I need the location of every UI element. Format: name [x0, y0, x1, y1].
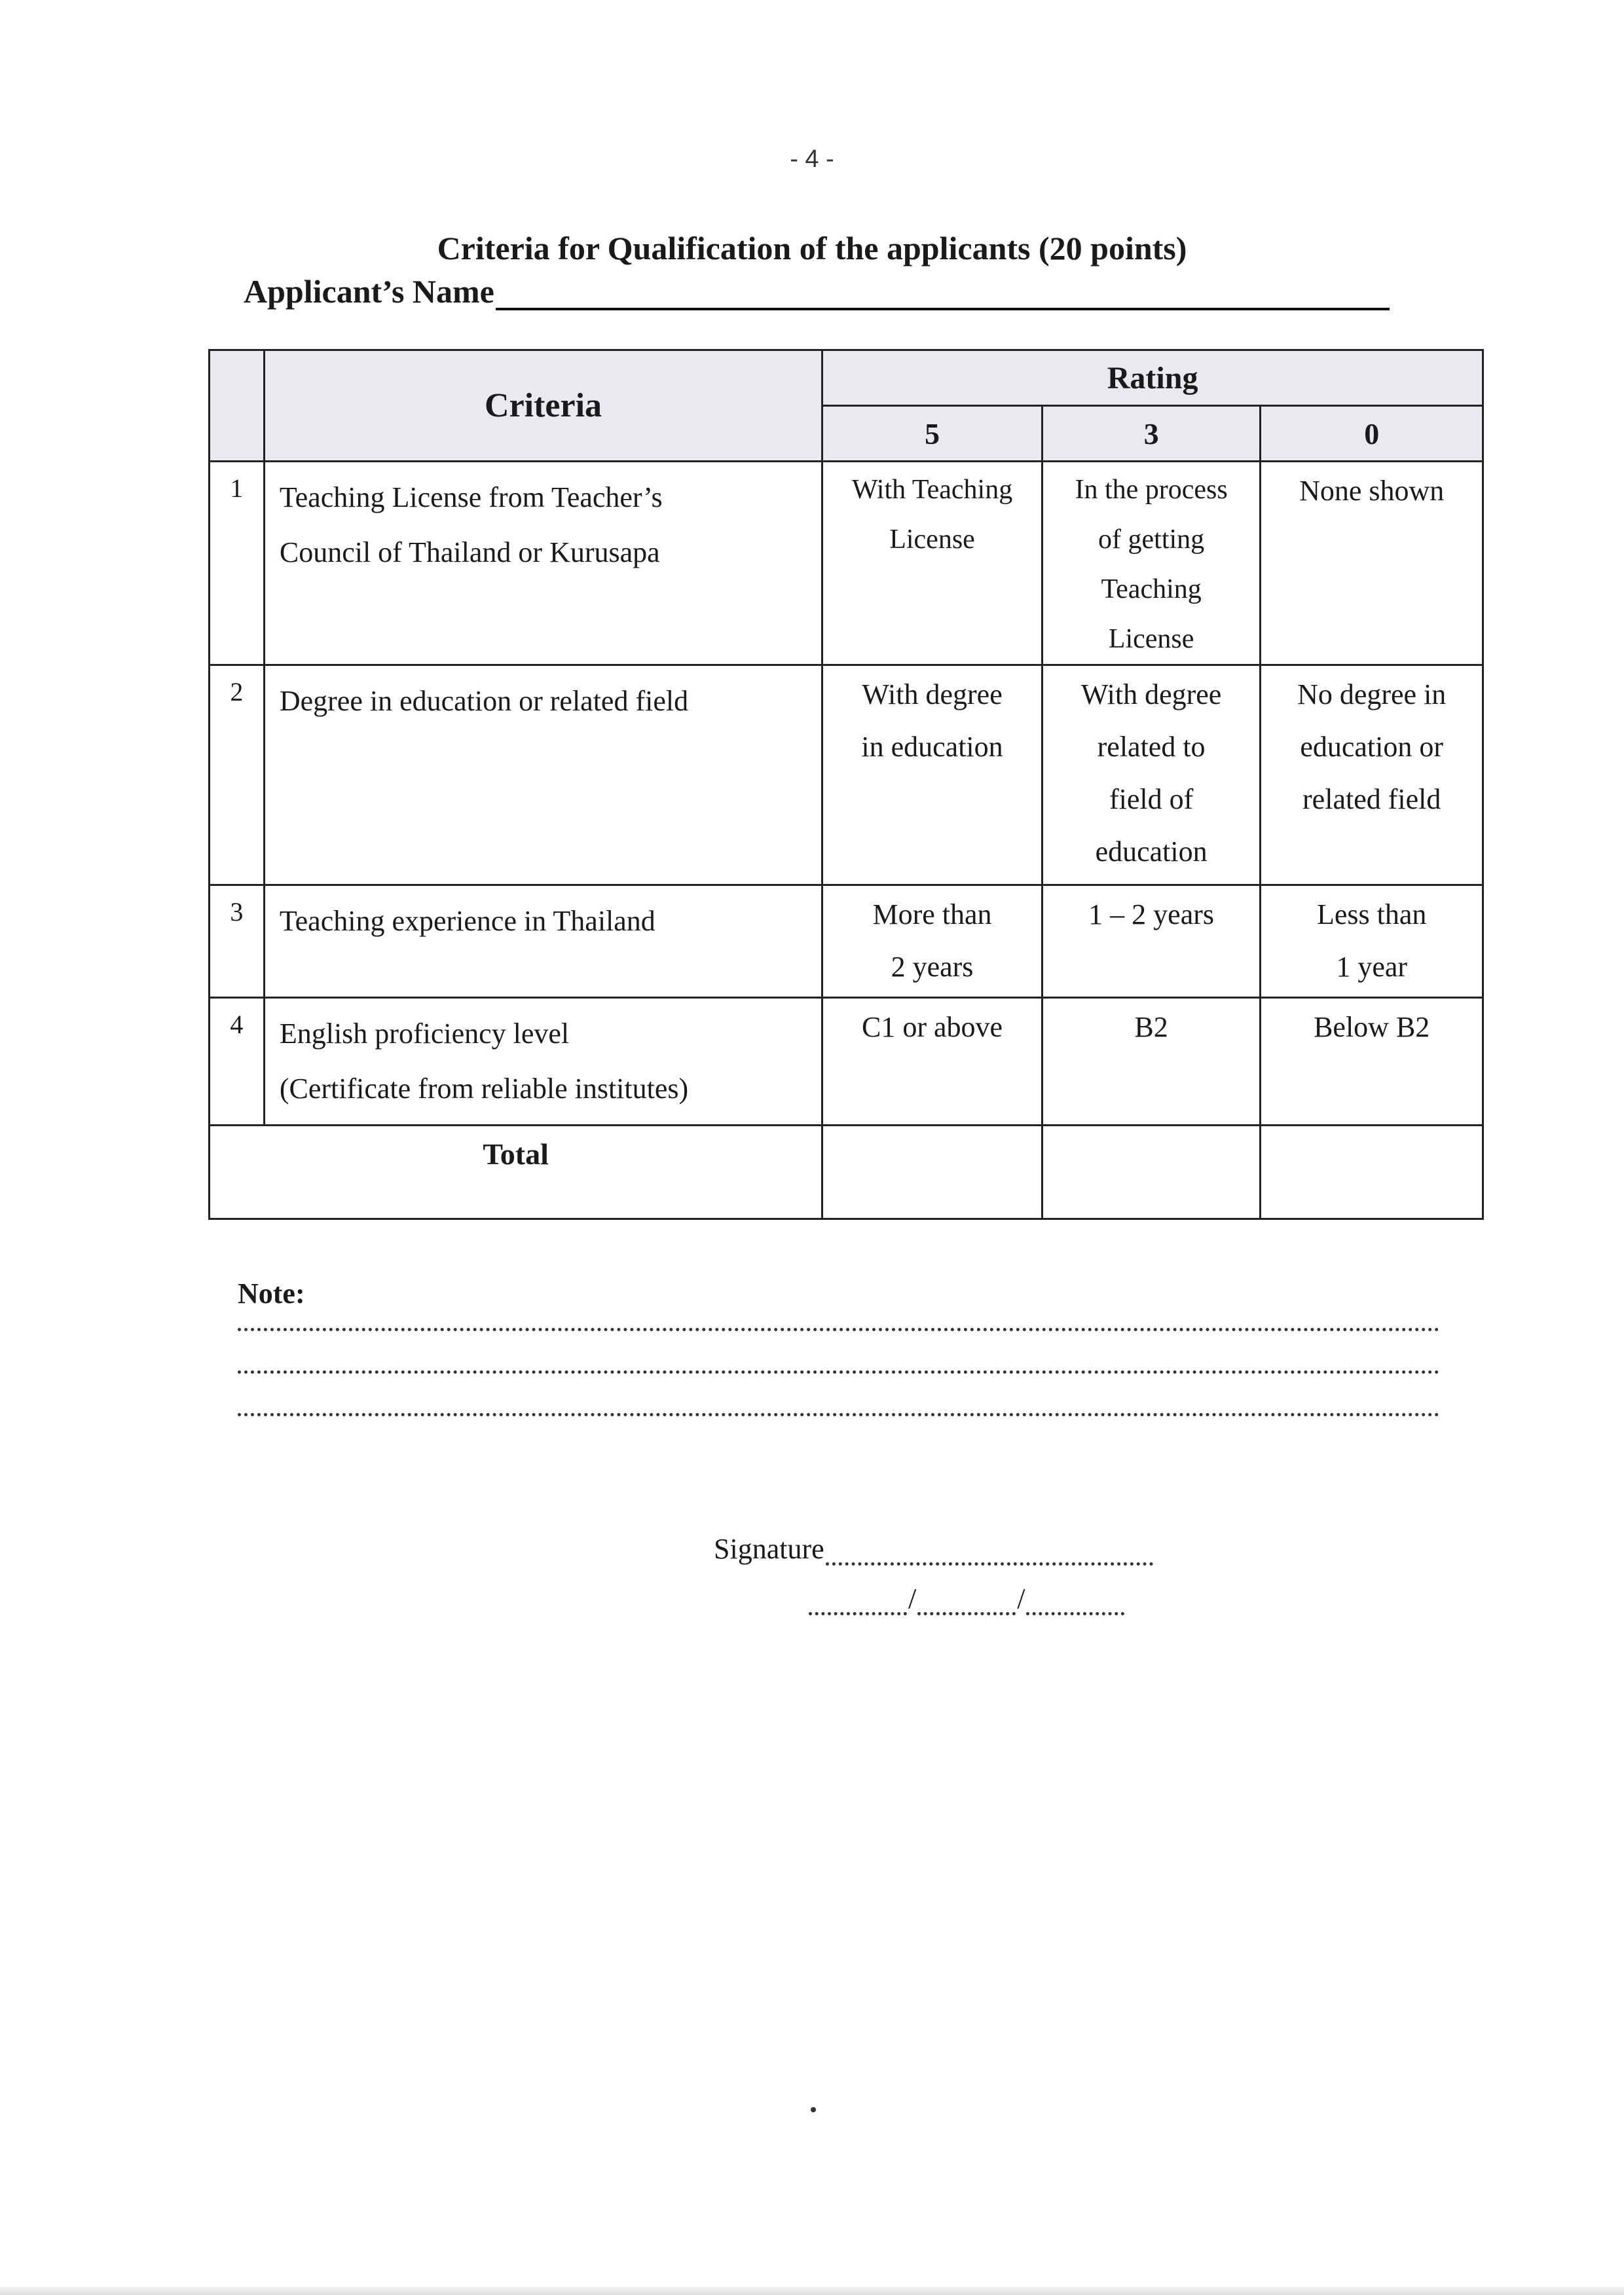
rating-line: License — [889, 524, 975, 555]
criteria-line: English proficiency level — [279, 1018, 570, 1050]
rating-line: With Teaching — [851, 475, 1013, 505]
row-criteria — [264, 885, 822, 998]
rating-line: More than — [872, 898, 992, 930]
rating-line: B2 — [1134, 1011, 1168, 1043]
table-row — [210, 885, 1483, 998]
header-score-0: 0 — [1261, 406, 1483, 462]
date-separator: / — [1017, 1583, 1025, 1615]
header-num-cell — [210, 350, 265, 462]
header-score-5: 5 — [822, 406, 1043, 462]
total-score-5-cell[interactable] — [822, 1126, 1043, 1219]
criteria-line: Council of Thailand or Kurusapa — [279, 536, 660, 568]
rating-line: Teaching — [1101, 574, 1202, 604]
rating-0-cell — [1261, 665, 1483, 885]
table-header-row — [210, 350, 1483, 406]
rating-line: in education — [861, 731, 1003, 763]
rating-line: education or — [1300, 731, 1444, 763]
table-row — [210, 462, 1483, 665]
rating-line: 1 year — [1336, 951, 1408, 983]
date-separator: / — [908, 1583, 917, 1615]
rating-line: In the process — [1075, 475, 1228, 505]
rating-3-cell — [1042, 885, 1261, 998]
row-number: 1 — [210, 462, 265, 665]
criteria-line: (Certificate from reliable institutes) — [279, 1073, 689, 1105]
rating-line: C1 or above — [861, 1011, 1003, 1043]
rating-line: related to — [1097, 731, 1206, 763]
applicant-name-label: Applicant’s Name — [244, 273, 494, 310]
rating-line: Less than — [1316, 898, 1427, 930]
rating-3-cell — [1042, 462, 1261, 665]
table-row — [210, 998, 1483, 1126]
date-month-field[interactable] — [917, 1592, 1016, 1615]
scan-speck — [811, 2107, 816, 2112]
rating-3-cell — [1042, 998, 1261, 1126]
rating-line: Below B2 — [1314, 1011, 1430, 1043]
date-day-field[interactable] — [809, 1592, 907, 1615]
scan-edge — [0, 2287, 1624, 2295]
rating-5-cell — [822, 665, 1043, 885]
note-line-1[interactable] — [238, 1328, 1439, 1331]
note-line-3[interactable] — [238, 1413, 1439, 1416]
rating-5-cell — [822, 462, 1043, 665]
row-criteria — [264, 462, 822, 665]
row-number: 2 — [210, 665, 265, 885]
rating-line: related field — [1302, 783, 1441, 815]
total-score-0-cell[interactable] — [1261, 1126, 1483, 1219]
rating-line: None shown — [1299, 475, 1445, 507]
rating-0-cell — [1261, 462, 1483, 665]
applicant-name-row — [244, 272, 1390, 310]
rating-5-cell — [822, 885, 1043, 998]
row-number: 4 — [210, 998, 265, 1126]
criteria-table — [208, 349, 1484, 1220]
row-number: 3 — [210, 885, 265, 998]
row-criteria — [264, 665, 822, 885]
criteria-line: Degree in education or related field — [279, 685, 689, 717]
date-year-field[interactable] — [1026, 1592, 1124, 1615]
note-line-2[interactable] — [238, 1370, 1439, 1374]
rating-3-cell — [1042, 665, 1261, 885]
note-label: Note: — [238, 1277, 305, 1310]
row-criteria — [264, 998, 822, 1126]
date-row — [809, 1582, 1124, 1615]
applicant-name-field[interactable] — [496, 275, 1390, 310]
total-row — [210, 1126, 1483, 1219]
rating-line: field of — [1109, 783, 1194, 815]
criteria-line: Teaching License from Teacher’s — [279, 481, 663, 513]
rating-line: No degree in — [1297, 678, 1447, 710]
rating-line: License — [1108, 624, 1194, 654]
page-title: Criteria for Qualification of the applicants (20 points) — [437, 230, 1187, 266]
header-score-3: 3 — [1042, 406, 1261, 462]
total-score-3-cell[interactable] — [1042, 1126, 1261, 1219]
signature-field[interactable] — [826, 1543, 1153, 1566]
rating-line: 2 years — [891, 951, 974, 983]
rating-line: education — [1095, 835, 1208, 868]
rating-line: of getting — [1098, 524, 1205, 555]
criteria-line: Teaching experience in Thailand — [279, 905, 655, 937]
signature-label: Signature — [714, 1533, 824, 1565]
rating-0-cell — [1261, 885, 1483, 998]
signature-row — [714, 1532, 1153, 1566]
rating-line: With degree — [1080, 678, 1222, 710]
total-label: Total — [210, 1126, 822, 1219]
table-row — [210, 665, 1483, 885]
rating-line: 1 – 2 years — [1088, 898, 1215, 930]
rating-line: With degree — [862, 678, 1003, 710]
header-rating: Rating — [822, 350, 1483, 406]
rating-5-cell — [822, 998, 1043, 1126]
rating-0-cell — [1261, 998, 1483, 1126]
header-criteria: Criteria — [264, 350, 822, 462]
page-number: - 4 - — [790, 145, 834, 173]
